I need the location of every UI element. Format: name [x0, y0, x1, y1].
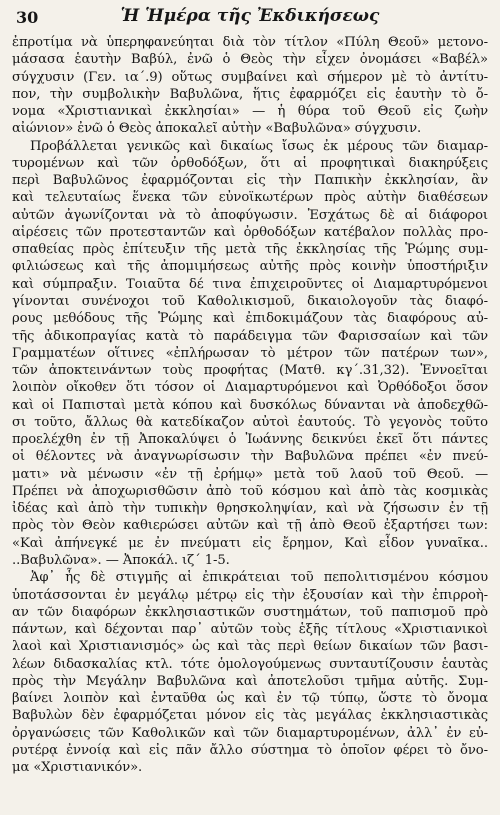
text-line: ὀργανώσεις τῶν Καθολικῶν καὶ τῶν διαμαρτυρομένων, ἀλλ᾽ ἐν εὐ-: [12, 725, 488, 741]
text-line: βαίνει λοιπὸν καὶ ἐνταῦθα ὡς καὶ ἐν τῷ τύπῳ, ὥστε τὸ ὄνομα: [12, 691, 488, 707]
text-line: ματι» νὰ μένωσιν «ἐν τῇ ἐρήμῳ» μετὰ τοῦ λαοῦ τοῦ Θεοῦ. —: [12, 466, 488, 482]
text-line: τυρομένων καὶ τῶν ὀρθοδόξων, ὅτι αἱ προφητικαὶ διακηρύξεις: [12, 155, 488, 171]
text-line: λέων διδασκαλίας κτλ. τότε ὁμολογούμενως συνταυτίζουσιν ἑαυτὰς: [12, 656, 488, 672]
text-line: μα «Χριστιανικόν».: [12, 760, 143, 776]
text-line: αἱρέσεις τῶν προτεσταντῶν καὶ ὀρθοδόξων κατέβαλον πολλὰς προ-: [12, 224, 488, 240]
text-line: Βαβυλὼν δὲν ἐφαρμόζεται μόνον εἰς τὰς μεγάλας ἐκκλησιαστικὰς: [12, 708, 488, 724]
running-title: Ἡ Ἡμέρα τῆς Ἐκδικήσεως: [120, 6, 380, 26]
text-line: σι τοῦτο, ἄλλως θὰ κατεδίκαζον αὐτοὶ ἑαυτούς. Τὸ γεγονὸς τοῦτο: [12, 414, 488, 430]
text-line: ρους μεθόδους τῆς Ῥώμης καὶ ἐπιδοκιμάζουν τὰς διαφόρους αὐ-: [12, 311, 488, 327]
text-line: καὶ σύμπραξιν. Τοιαῦτα δέ τινα ἐπιχειροῦντες οἱ Διαμαρτυρόμενοι: [12, 276, 488, 292]
text-line: οἱ θέλοντες νὰ ἀναγνωρίσωσιν τὴν Βαβυλῶνα πρέπει «ἐν πνεύ-: [12, 449, 488, 465]
text-line: ..Βαβυλῶνα». — Ἀποκάλ. ιζ΄ 1-5.: [12, 552, 230, 568]
text-line: ὑποτάσσονται ἐν μεγάλῳ μέτρῳ εἰς τὴν ἐξουσίαν καὶ τὴν ἐπιρροὴ-: [12, 587, 488, 603]
text-line: σπαθείας πρὸς ἐπίτευξιν τῆς μετὰ τῆς ἐκκλησίας τῆς Ῥώμης συμ-: [12, 242, 488, 258]
text-line: Ἀφ᾽ ἧς δὲ στιγμῆς αἱ ἐπικράτειαι τοῦ πεπολιτισμένου κόσμου: [30, 570, 488, 586]
text-line: πρὸς τὴν Μεγάλην Βαβυλῶνα καὶ ἀποτελοῦσι τμῆμα αὐτῆς. Συμ-: [12, 673, 488, 689]
text-line: τῆς ἀδικοπραγίας κατὰ τὸ παράδειγμα τῶν Φαρισσαίων καὶ τῶν: [12, 328, 488, 344]
page-number: 30: [16, 8, 39, 27]
text-line: σύγχυσιν (Γεν. ια΄.9) οὕτως συμβαίνει καὶ σήμερον μὲ τὸ ἀντίτυ-: [12, 69, 488, 85]
text-line: μάσασα ἑαυτὴν Βαβύλ, ἐνῶ ὁ Θεὸς τὴν εἶχεν ὀνομάσει «Βαβέλ»: [12, 52, 488, 68]
page-header: [12, 6, 488, 34]
text-line: Γραμματέων οἵτινες «ἐπλήρωσαν τὸ μέτρον τῶν πατέρων των»,: [12, 345, 488, 361]
body-text: [12, 34, 488, 776]
text-line: περὶ Βαβυλῶνος ἐφαρμόζονται εἰς τὴν Παπικὴν ἐκκλησίαν, ἂν: [12, 173, 488, 189]
text-line: φιλιώσεως καὶ τῆς ἀπομιμήσεως αὐτῆς πρὸς κοινὴν ὑποστήριξιν: [12, 259, 488, 275]
text-line: αἰώνιον» ἐνῶ ὁ Θεὸς ἀποκαλεῖ αὐτὴν «Βαβυλῶνα» σύγχυσιν.: [12, 121, 422, 137]
text-line: αὐτῶν ἀγωνίζονται νὰ τὸ ἀποφύγωσιν. Ἐσχάτως δὲ αἱ διάφοροι: [12, 207, 488, 223]
text-line: ἐπροτίμα νὰ ὑπερηφανεύηται διὰ τὸν τίτλον «Πύλη Θεοῦ» μετονο-: [12, 35, 488, 50]
text-line: Προβάλλεται γενικῶς καὶ δικαίως ἴσως ἐκ μέρους τῶν διαμαρ-: [30, 138, 488, 154]
text-line: ρυτέρᾳ ἐννοίᾳ καὶ εἰς πᾶν ἄλλο σύστημα τὸ ὁποῖον φέρει τὸ ὄνο-: [12, 742, 488, 758]
text-line: ἰδέας καὶ ἀπὸ τὴν τυπικὴν θρησκοληψίαν, καὶ νὰ ζήσωσιν ἐν τῇ: [12, 501, 488, 517]
text-line: αν τῶν διαφόρων ἐκκλησιαστικῶν συστημάτων, τοῦ παπισμοῦ πρὸ: [12, 604, 488, 620]
text-line: πον, τὴν συμβολικὴν Βαβυλῶνα, ἥτις ἐφαρμόζει εἰς ἑαυτὴν τὸ ὄ-: [12, 86, 488, 102]
text-line: πρὸς τὸν Θεὸν καθιερώσει αὐτῶν καὶ τῇ ἀπὸ Θεοῦ ἐξαρτήσει των:: [12, 518, 488, 534]
text-line: τῶν ἀποκτεινάντων τοὺς προφήτας (Ματθ. κγ΄.31,32). Ἐννοεῖται: [12, 363, 488, 379]
text-line: πάντων, καὶ δέχονται παρ᾽ αὐτῶν τοὺς ἑξῆς τίτλους «Χριστιανικοὶ: [12, 622, 488, 638]
text-line: Πρέπει νὰ ἀποχωρισθῶσιν ἀπὸ τοῦ κόσμου καὶ ἀπὸ τὰς κοσμικὰς: [12, 483, 488, 499]
text-line: «Καὶ ἀπήνεγκέ με ἐν πνεύματι εἰς ἔρημον, Καὶ εἶδον γυναῖκα..: [12, 535, 488, 551]
text-line: προελέχθη ἐν τῇ Ἀποκαλύψει ὁ Ἰωάννης δεικνύει ἐκεῖ ὅτι πάντες: [12, 432, 488, 448]
text-line: γίνονται συνένοχοι τοῦ Καθολικισμοῦ, δικαιολογοῦν τὰς διαφό-: [12, 293, 488, 309]
text-line: καὶ τελευταίως ἕνεκα τῶν εὐνοϊκωτέρων πρὸς αὐτὴν διαθέσεων: [12, 190, 488, 206]
book-page: [12, 6, 488, 809]
text-line: λοιπὸν οἴκοθεν ὅτι τόσον οἱ Διαμαρτυρόμενοι καὶ Ὀρθόδοξοι ὅσον: [12, 380, 488, 396]
text-line: καὶ οἱ Παπισταὶ μετὰ κόπου καὶ δυσκόλως δύνανται νὰ ἀποδεχθῶ-: [12, 397, 488, 413]
text-line: νομα «Χριστιανικαὶ ἐκκλησίαι» — ἡ θύρα τοῦ Θεοῦ εἰς ζωὴν: [12, 104, 488, 120]
text-line: λαοὶ καὶ Χριστιανισμός» ὡς καὶ τὰς περὶ θείων δικαίων τῶν βασι-: [12, 639, 488, 655]
